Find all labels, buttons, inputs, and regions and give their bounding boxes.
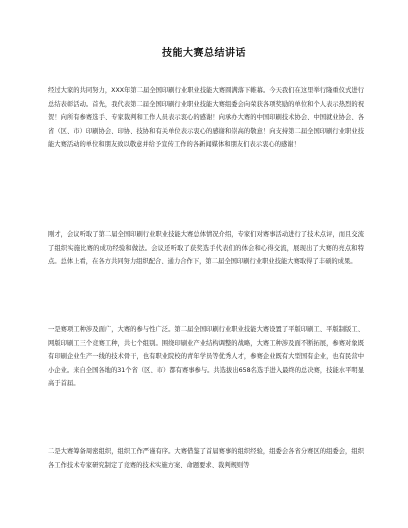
paragraph-review: 刚才，会议听取了第二届全国印刷行业职业技能大赛总体情况介绍，专家们对赛事活动进行了技术点评，而且交流了组织实施比赛的成功经验和做法。会议还听取了获奖选手代表们的体会和心得交流，展现出了大赛的亮点和特点。总体上看，在各方共同努力组织配合、通力合作下，第二届全国印刷行业职业技能大赛取得了丰硕的成果。	[48, 231, 364, 266]
document-title: 技能大赛总结讲话	[162, 48, 246, 59]
paragraph-opening: 经过大家的共同努力，XXX年第二届全国印刷行业职业技能大赛圆满落下帷幕。今天我们在这里举行隆重仪式进行总结表彰活动。首先，我代表第二届全国印刷行业职业技能大赛组委会向荣获各项奖励的单位和个人表示热烈的祝贺！向所有参赛选手、专家裁判和工作人员表示衷心的感谢！向承办大赛的中国印刷技术协会、中国就业协会、各省（区、市）印刷协会、印协、技协和有关单位表示衷心的感谢和崇高的敬意！向支持第二届全国印刷行业职业技能大赛活动的单位和朋友致以敬意并给予宣传工作的各新闻媒体和朋友们表示衷心的感谢！	[48, 87, 364, 149]
paragraph-point-one: 一是赛项工种涉及面广，大赛的参与性广泛。第二届全国印刷行业职业技能大赛设置了平版印刷工、平版制版工、网版印刷工三个竞赛工种，共七个组别。围绕印刷业产业结构调整的战略，大赛工种涉及面不断拓展，参赛对象既有印刷企业生产一线的技术骨干，也有职业院校的青年学员等优秀人才，参赛企业既有大型国有企业，也有民营中小企业。来自全国各地的31个省（区、市）都有赛事参与。共选拔出658名选手进入最终的总决赛，技能水平明显高于首届。	[48, 326, 364, 388]
paragraph-point-two: 二是大赛筹备周密组织，组织工作严谨有序。大赛借鉴了首届赛事的组织经验，组委会各省分赛区的组委会，组织各工作技术专家研究制定了竞赛的技术实施方案、命题要求、裁判规则等	[48, 448, 364, 469]
